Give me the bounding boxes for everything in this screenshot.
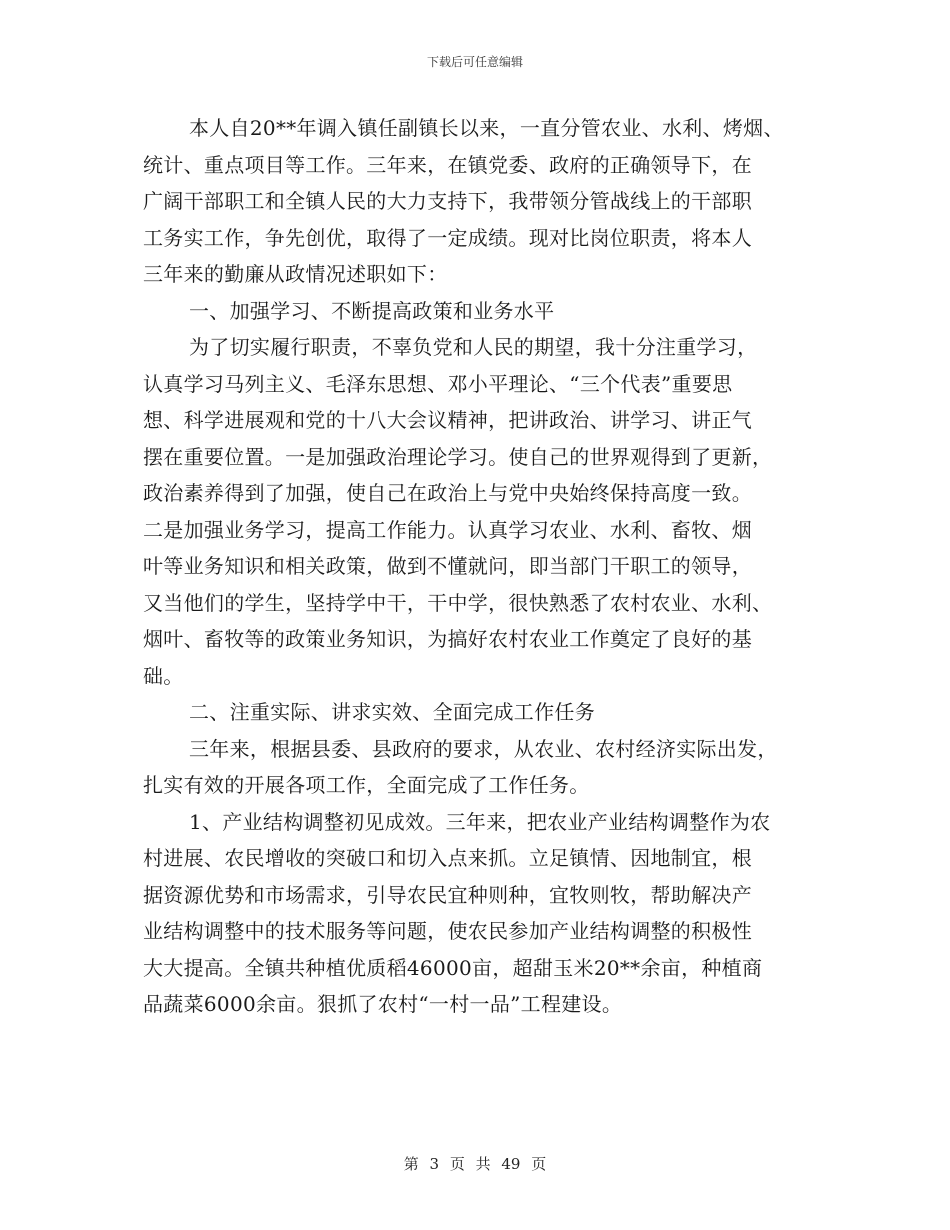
text-line: 统计、重点项目等工作。三年来，在镇党委、政府的正确领导下，在 [143,152,752,177]
document-body [143,110,811,1023]
page-header: 下载后可任意编辑 [426,55,523,69]
text-line: 本人自20**年调入镇任副镇长以来，一直分管农业、水利、烤烟、 [189,116,784,140]
text-line: 广阔干部职工和全镇人民的大力支持下，我带领分管战线上的干部职 [143,189,752,213]
text-line: 认真学习马列主义、毛泽东思想、邓小平理论、“三个代表”重要思 [143,371,733,396]
text-line: 据资源优势和市场需求，引导农民宜种则种，宜牧则牧，帮助解决产 [143,882,752,907]
text-line: 业结构调整中的技术服务等问题，使农民参加产业结构调整的积极性 [143,919,752,943]
text-line: 工务实工作，争先创优，取得了一定成绩。现对比岗位职责，将本人 [143,225,752,250]
text-line: 政治素养得到了加强，使自己在政治上与党中央始终保持高度一致。 [143,481,752,505]
text-line: 三年来的勤廉从政情况述职如下： [143,262,448,286]
text-line: 础。 [143,663,184,688]
page-footer: 第 3 页 共 49 页 [403,1155,547,1173]
text-line: 烟叶、畜牧等的政策业务知识，为搞好农村农业工作奠定了良好的基 [143,627,752,651]
text-line: 扎实有效的开展各项工作，全面完成了工作任务。 [143,773,590,797]
text-line: 叶等业务知识和相关政策，做到不懂就问，即当部门干职工的领导， [143,554,752,578]
text-line: 为了切实履行职责，不辜负党和人民的期望，我十分注重学习， [189,335,758,359]
text-line: 大大提高。全镇共种植优质稻46000亩，超甜玉米20**余亩，种植商 [143,955,763,980]
text-line: 村进展、农民增收的突破口和切入点来抓。立足镇情、因地制宜，根 [143,846,752,870]
text-line: 又当他们的学生，坚持学中干，干中学，很快熟悉了农村农业、水利、 [143,590,773,615]
text-line: 想、科学进展观和党的十八大会议精神，把讲政治、讲学习、讲正气 [143,408,752,432]
text-line: 品蔬菜6000余亩。狠抓了农村“一村一品”工程建设。 [143,992,623,1016]
text-line: 三年来，根据县委、县政府的要求，从农业、农村经济实际出发， [189,736,778,761]
text-line: 摆在重要位置。一是加强政治理论学习。使自己的世界观得到了更新， [143,444,773,469]
text-line: 二是加强业务学习，提高工作能力。认真学习农业、水利、畜牧、烟 [143,517,752,542]
section-heading: 一、加强学习、不断提高政策和业务水平 [189,298,555,323]
section-heading: 二、注重实际、讲求实效、全面完成工作任务 [189,700,595,724]
text-line: 1、产业结构调整初见成效。三年来，把农业产业结构调整作为农 [189,809,771,834]
